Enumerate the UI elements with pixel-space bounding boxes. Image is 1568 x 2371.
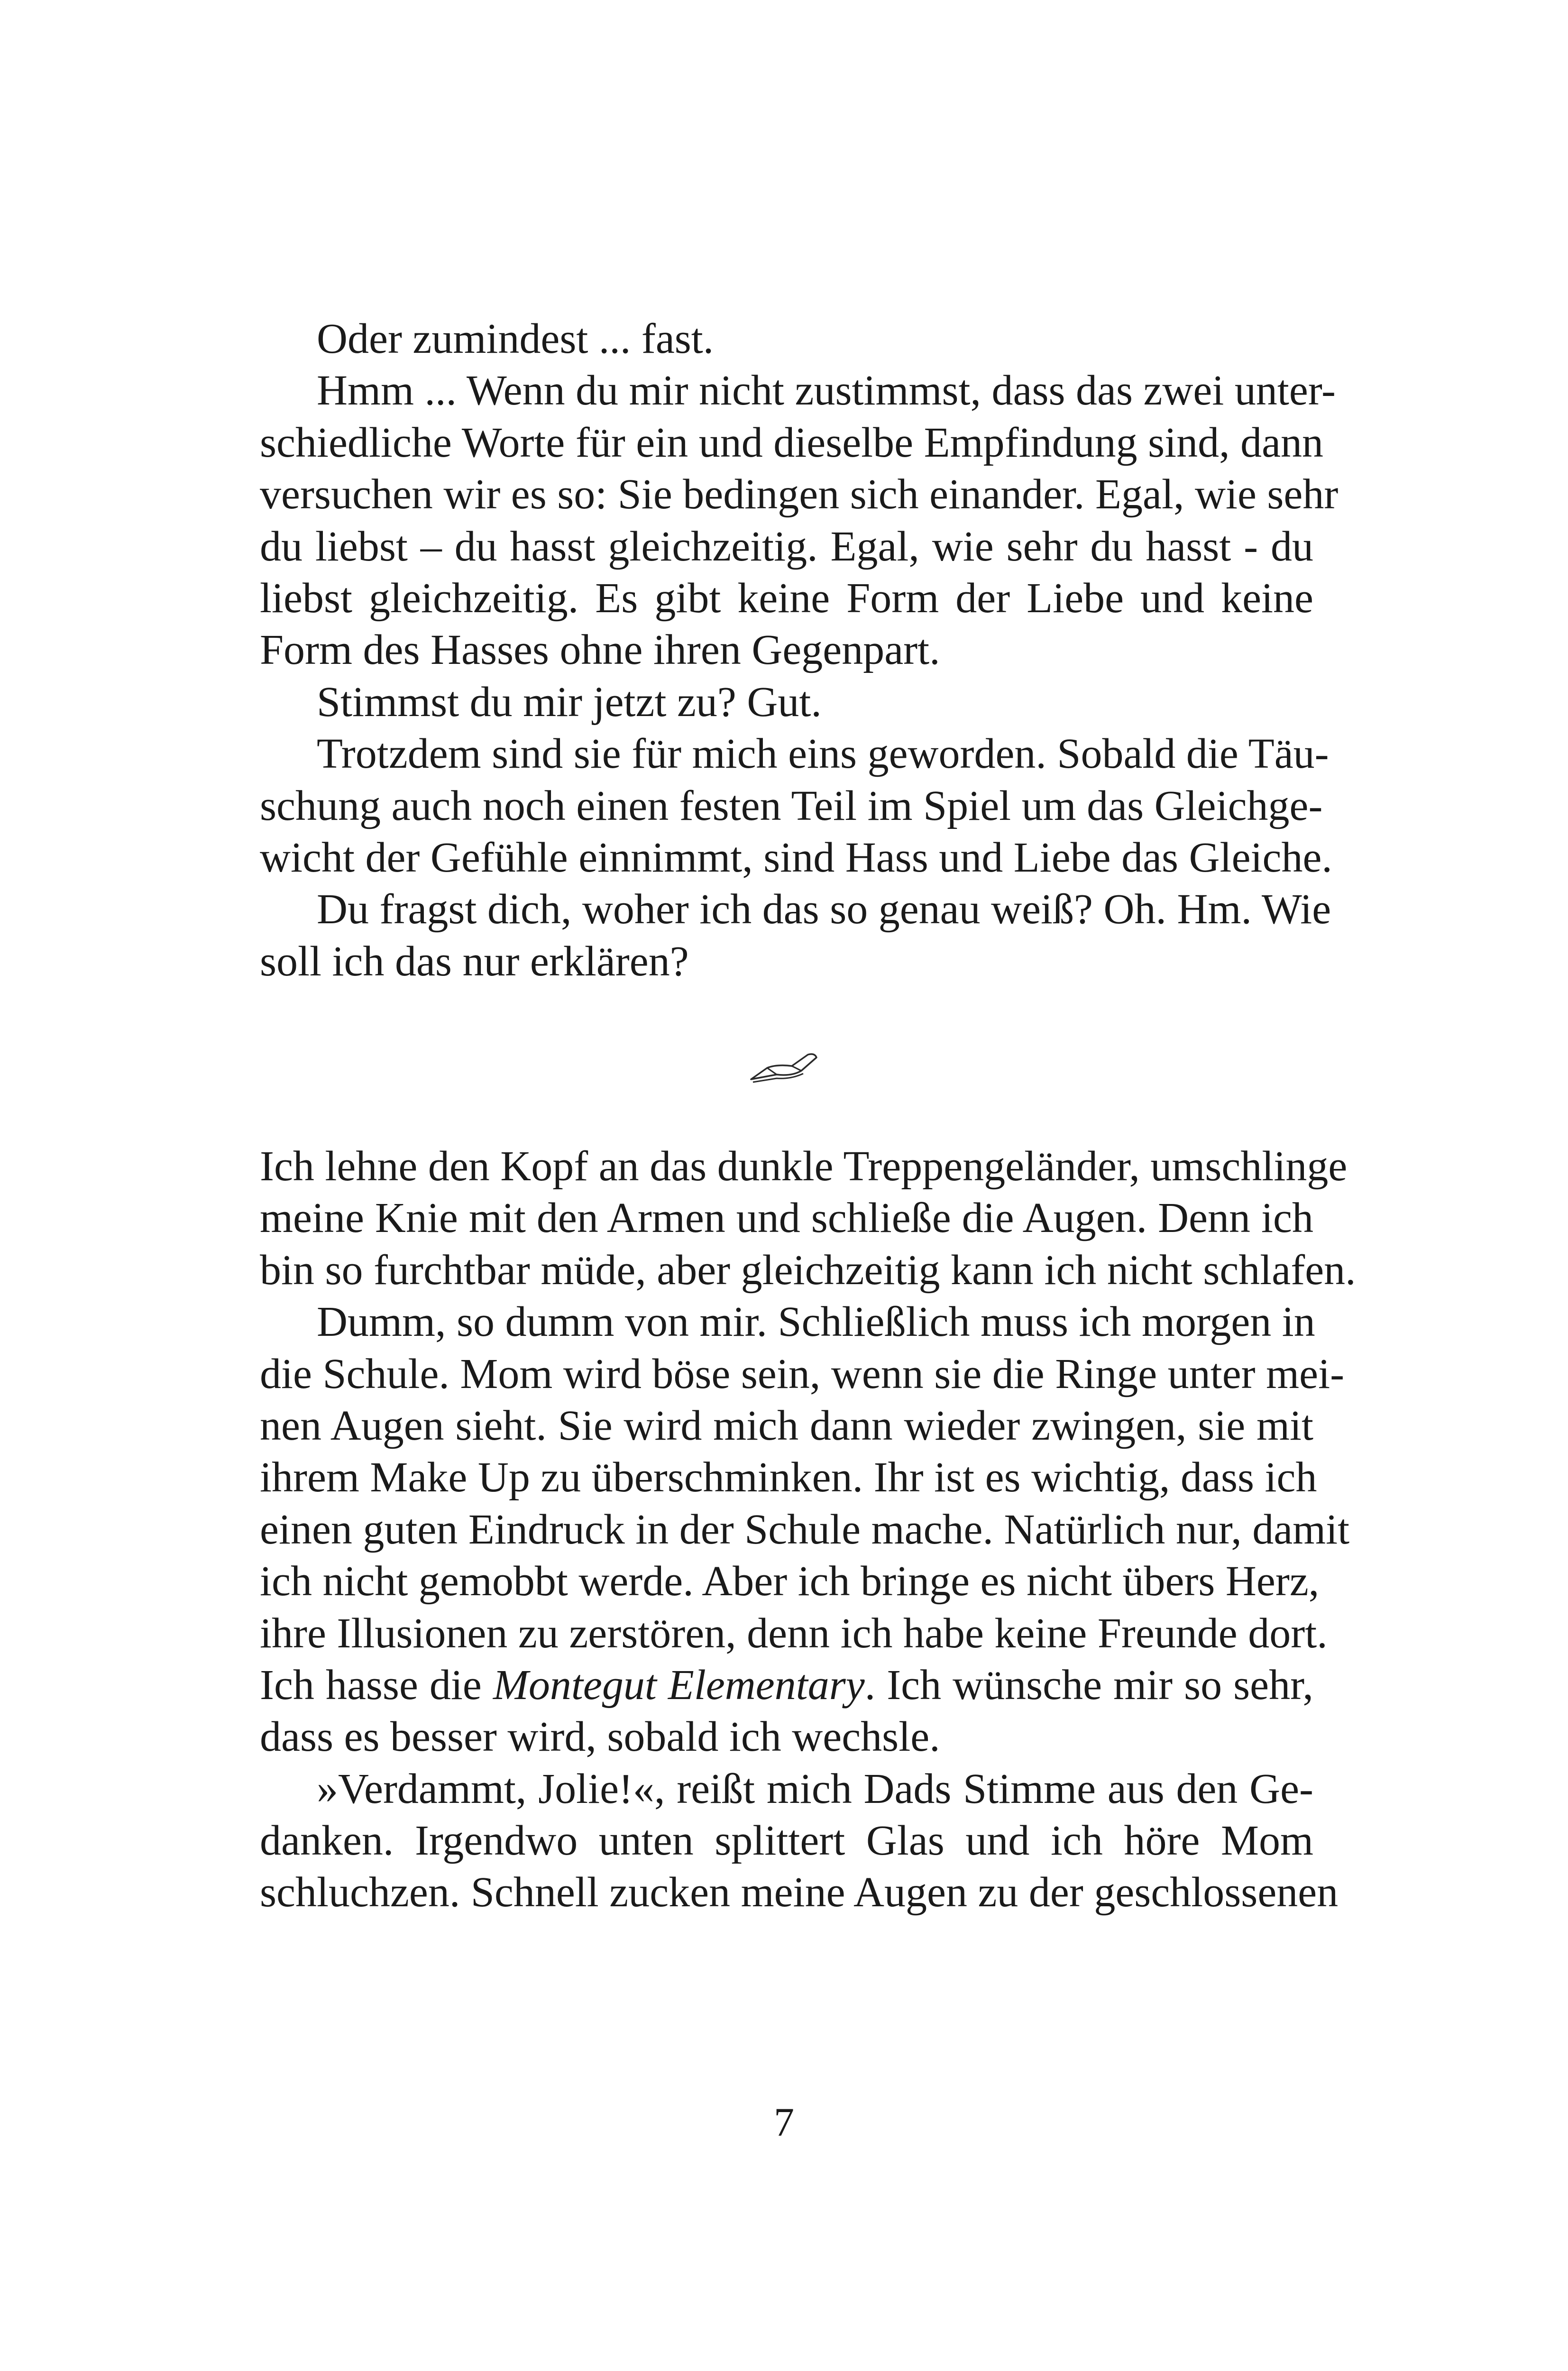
text-line: nen Augen sieht. Sie wird mich dann wieder zwingen, sie mit bbox=[260, 1402, 1313, 1449]
text-line: schluchzen. Schnell zucken meine Augen zu der geschlossenen bbox=[260, 1869, 1339, 1916]
text-line: Stimmst du mir jetzt zu? Gut. bbox=[317, 678, 822, 726]
text-line: danken. Irgendwo unten splittert Glas und ich höre Mom bbox=[260, 1817, 1313, 1865]
text-line: die Schule. Mom wird böse sein, wenn sie die Ringe unter mei- bbox=[260, 1350, 1345, 1397]
text-run: Ich hasse die bbox=[260, 1661, 493, 1709]
school-name: Montegut Elementary bbox=[493, 1661, 865, 1709]
text-line: ihrem Make Up zu überschminken. Ihr ist es wichtig, dass ich bbox=[260, 1454, 1317, 1501]
text-line: Du fragst dich, woher ich das so genau weiß? Oh. Hm. Wie bbox=[317, 886, 1331, 933]
text-line: dass es besser wird, sobald ich wechsle. bbox=[260, 1713, 940, 1761]
text-line: schung auch noch einen festen Teil im Spiel um das Gleichge- bbox=[260, 782, 1323, 829]
text-run: . Ich wünsche mir so sehr, bbox=[864, 1661, 1313, 1709]
text-line: du liebst – du hasst gleichzeitig. Egal, wie sehr du hasst - du bbox=[260, 523, 1313, 570]
text-line: versuchen wir es so: Sie bedingen sich einander. Egal, wie sehr bbox=[260, 471, 1339, 518]
open-book-icon bbox=[748, 1048, 819, 1086]
text-line: »Verdammt, Jolie!«, reißt mich Dads Stimme aus den Ge- bbox=[317, 1765, 1313, 1812]
text-line: Dumm, so dumm von mir. Schließlich muss ich morgen in bbox=[317, 1298, 1315, 1346]
passage-2 bbox=[260, 1140, 1356, 1919]
text-line: wicht der Gefühle einnimmt, sind Hass und Liebe das Gleiche. bbox=[260, 834, 1332, 881]
text-line: Form des Hasses ohne ihren Gegenpart. bbox=[260, 626, 940, 674]
text-line: bin so furchtbar müde, aber gleichzeitig kann ich nicht schlafen. bbox=[260, 1246, 1356, 1294]
text-line: ich nicht gemobbt werde. Aber ich bringe es nicht übers Herz, bbox=[260, 1558, 1320, 1605]
text-line: einen guten Eindruck in der Schule mache. Natürlich nur, damit bbox=[260, 1506, 1350, 1553]
text-line-with-italic bbox=[260, 1659, 1313, 1711]
text-line: ihre Illusionen zu zerstören, denn ich habe keine Freunde dort. bbox=[260, 1609, 1328, 1657]
text-line: Trotzdem sind sie für mich eins geworden. Sobald die Täu- bbox=[317, 730, 1329, 778]
text-line: soll ich das nur erklären? bbox=[260, 937, 689, 985]
passage-1 bbox=[260, 313, 1339, 987]
text-line: Oder zumindest ... fast. bbox=[317, 315, 714, 362]
text-line: meine Knie mit den Armen und schließe die Augen. Denn ich bbox=[260, 1195, 1313, 1242]
text-line: Hmm ... Wenn du mir nicht zustimmst, dass das zwei unter- bbox=[317, 367, 1336, 414]
page-number: 7 bbox=[774, 2099, 794, 2145]
text-line: Ich lehne den Kopf an das dunkle Treppengeländer, umschlinge bbox=[260, 1143, 1348, 1190]
text-line: liebst gleichzeitig. Es gibt keine Form der Liebe und keine bbox=[260, 574, 1313, 622]
text-line: schiedliche Worte für ein und dieselbe Empfindung sind, dann bbox=[260, 419, 1324, 466]
